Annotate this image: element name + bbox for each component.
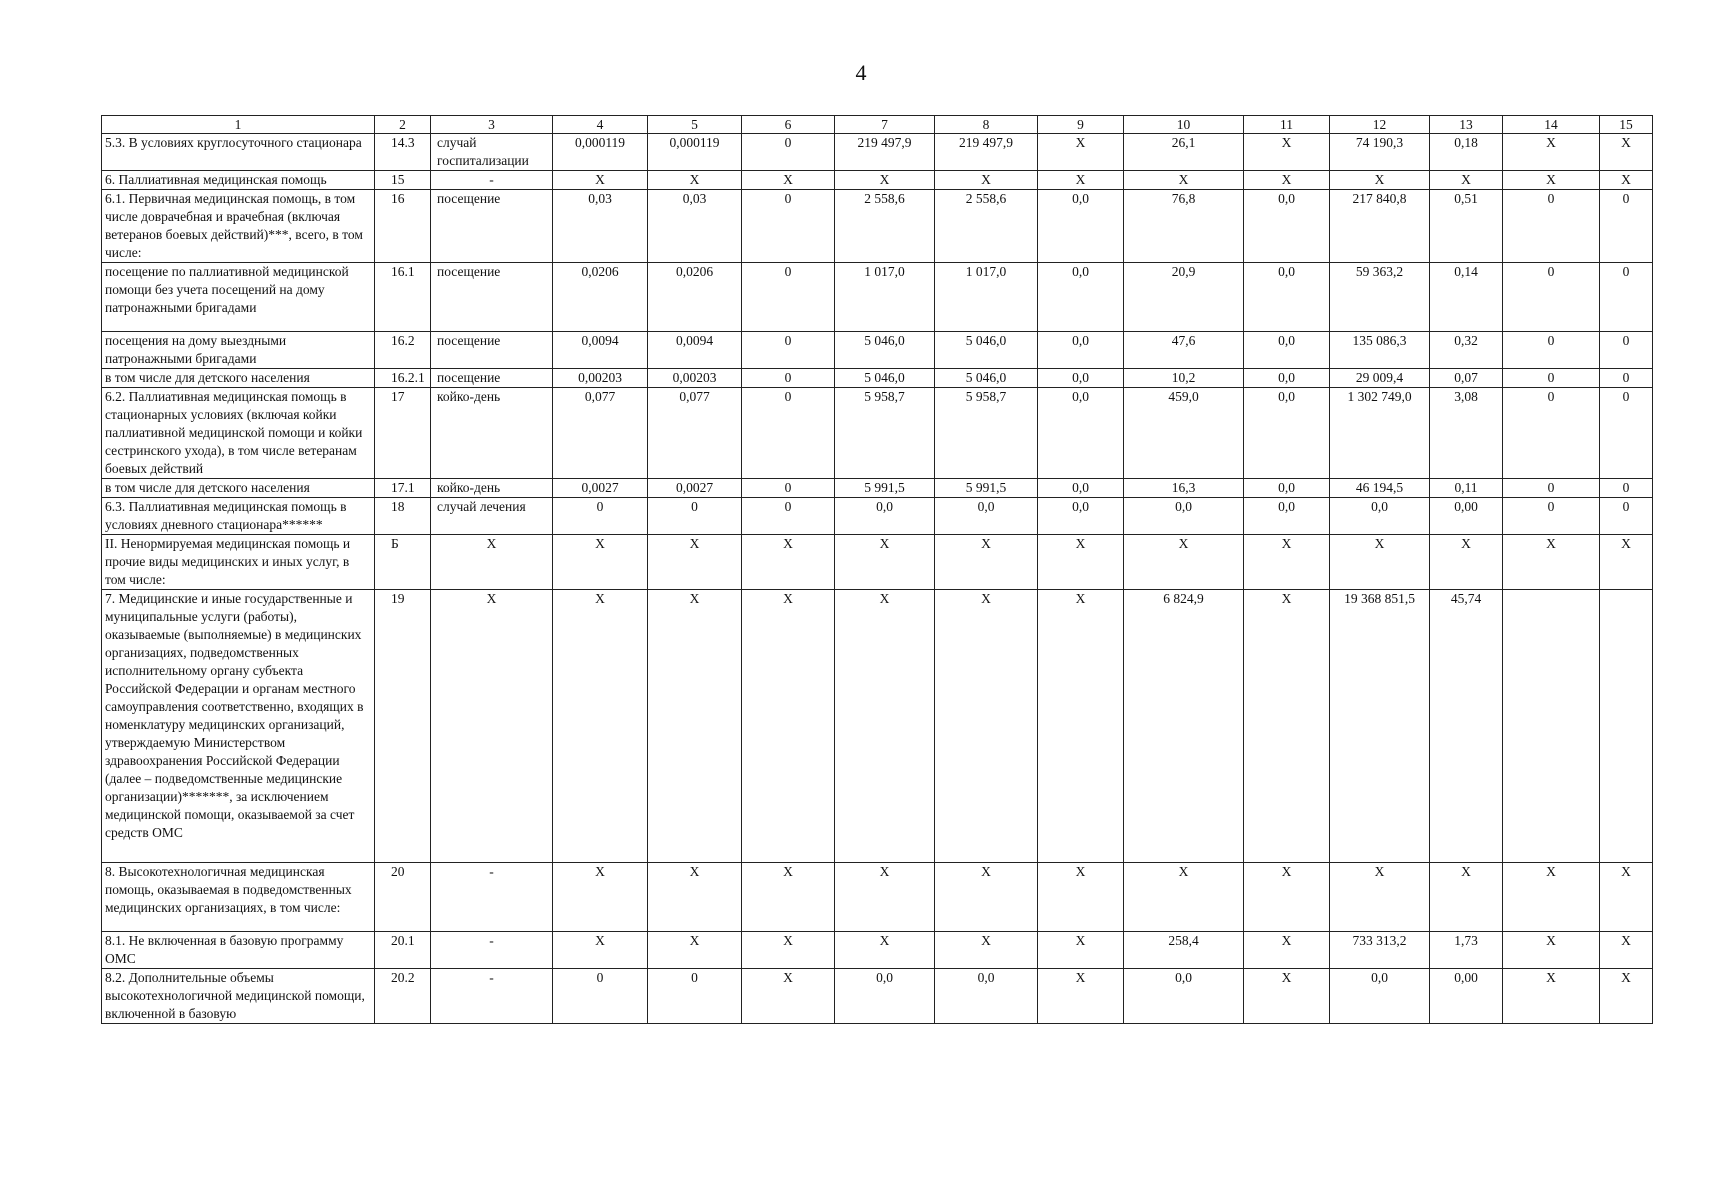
value-cell: 219 497,9 bbox=[835, 134, 935, 171]
value-cell: 5 046,0 bbox=[935, 369, 1038, 388]
value-cell: X bbox=[1038, 932, 1124, 969]
row-name-cell: в том числе для детского населения bbox=[102, 479, 375, 498]
row-name-cell: 7. Медицинские и иные государственные и муниципальные услуги (работы), оказываемые (выполняемые) в медицинских организациях, подведомственных исполнительному органу субъекта Российской Федерации и органам местного самоуправления соответственно, входящих в номенклатуру медицинских организаций, утверждаемую Министерством здравоохранения Российской Федерации (далее – подведомственные медицинские организации)*******, за исключением медицинской помощи, оказываемой за счет средств ОМС bbox=[102, 590, 375, 863]
value-cell: X bbox=[1503, 969, 1600, 1024]
value-cell: 74 190,3 bbox=[1330, 134, 1430, 171]
value-cell: X bbox=[742, 171, 835, 190]
header-cell: 4 bbox=[553, 116, 648, 134]
page-number: 4 bbox=[855, 60, 867, 85]
value-cell: 0 bbox=[648, 498, 742, 535]
unit-cell: койко-день bbox=[431, 479, 553, 498]
table-row bbox=[102, 863, 1653, 932]
row-name-cell: 6.3. Паллиативная медицинская помощь в условиях дневного стационара****** bbox=[102, 498, 375, 535]
header-cell: 14 bbox=[1503, 116, 1600, 134]
value-cell: X bbox=[835, 932, 935, 969]
value-cell: X bbox=[1600, 969, 1653, 1024]
value-cell: 0,0 bbox=[1244, 263, 1330, 332]
value-cell: 47,6 bbox=[1124, 332, 1244, 369]
value-cell: X bbox=[742, 535, 835, 590]
row-code-cell: 20 bbox=[375, 863, 431, 932]
value-cell: X bbox=[1244, 932, 1330, 969]
row-code-cell: 14.3 bbox=[375, 134, 431, 171]
value-cell: X bbox=[1038, 969, 1124, 1024]
value-cell: X bbox=[648, 171, 742, 190]
value-cell: 0 bbox=[1503, 369, 1600, 388]
header-cell: 10 bbox=[1124, 116, 1244, 134]
value-cell: X bbox=[1600, 863, 1653, 932]
value-cell: 5 958,7 bbox=[935, 388, 1038, 479]
table-row bbox=[102, 932, 1653, 969]
value-cell: 0,0027 bbox=[648, 479, 742, 498]
value-cell: X bbox=[648, 535, 742, 590]
value-cell: 0,0 bbox=[1038, 332, 1124, 369]
value-cell: X bbox=[742, 590, 835, 863]
value-cell: 0,0 bbox=[1244, 498, 1330, 535]
value-cell: X bbox=[553, 932, 648, 969]
value-cell: 0,0 bbox=[935, 969, 1038, 1024]
value-cell: 10,2 bbox=[1124, 369, 1244, 388]
value-cell: 0 bbox=[1600, 498, 1653, 535]
value-cell: 0,077 bbox=[553, 388, 648, 479]
value-cell: 0,0094 bbox=[553, 332, 648, 369]
value-cell: X bbox=[1503, 171, 1600, 190]
value-cell: X bbox=[742, 969, 835, 1024]
value-cell: 0 bbox=[1600, 190, 1653, 263]
value-cell: 0,07 bbox=[1430, 369, 1503, 388]
value-cell: X bbox=[835, 535, 935, 590]
header-cell: 5 bbox=[648, 116, 742, 134]
data-table-wrapper bbox=[101, 115, 1653, 1024]
value-cell: 0,0206 bbox=[553, 263, 648, 332]
value-cell: 0 bbox=[742, 190, 835, 263]
value-cell: 459,0 bbox=[1124, 388, 1244, 479]
value-cell: 5 046,0 bbox=[835, 332, 935, 369]
value-cell: 0,000119 bbox=[648, 134, 742, 171]
value-cell: X bbox=[1038, 171, 1124, 190]
value-cell: X bbox=[1244, 171, 1330, 190]
value-cell: 0,0 bbox=[835, 498, 935, 535]
data-table bbox=[101, 115, 1653, 1024]
value-cell: 2 558,6 bbox=[835, 190, 935, 263]
row-code-cell: 20.2 bbox=[375, 969, 431, 1024]
value-cell: 5 958,7 bbox=[835, 388, 935, 479]
row-code-cell: 20.1 bbox=[375, 932, 431, 969]
value-cell: 0 bbox=[742, 369, 835, 388]
value-cell: X bbox=[1600, 171, 1653, 190]
value-cell: X bbox=[935, 932, 1038, 969]
value-cell: 733 313,2 bbox=[1330, 932, 1430, 969]
value-cell: 0 bbox=[1600, 332, 1653, 369]
unit-cell: - bbox=[431, 969, 553, 1024]
value-cell: 219 497,9 bbox=[935, 134, 1038, 171]
value-cell: X bbox=[1038, 134, 1124, 171]
value-cell: 0 bbox=[1600, 369, 1653, 388]
value-cell: 2 558,6 bbox=[935, 190, 1038, 263]
value-cell: 0 bbox=[1600, 388, 1653, 479]
value-cell: 0 bbox=[1600, 479, 1653, 498]
value-cell: 135 086,3 bbox=[1330, 332, 1430, 369]
value-cell: 0,0 bbox=[1244, 190, 1330, 263]
value-cell: X bbox=[1124, 535, 1244, 590]
row-name-cell: 6.1. Первичная медицинская помощь, в том числе доврачебная и врачебная (включая ветеранов боевых действий)***, всего, в том числе: bbox=[102, 190, 375, 263]
value-cell: X bbox=[1600, 134, 1653, 171]
value-cell: 0 bbox=[1503, 332, 1600, 369]
value-cell: 258,4 bbox=[1124, 932, 1244, 969]
row-name-cell: II. Ненормируемая медицинская помощь и прочие виды медицинских и иных услуг, в том числе: bbox=[102, 535, 375, 590]
value-cell: 0,00203 bbox=[553, 369, 648, 388]
value-cell: 1 302 749,0 bbox=[1330, 388, 1430, 479]
row-code-cell: 19 bbox=[375, 590, 431, 863]
value-cell: 45,74 bbox=[1430, 590, 1503, 863]
table-row bbox=[102, 388, 1653, 479]
value-cell: 0,51 bbox=[1430, 190, 1503, 263]
unit-cell: - bbox=[431, 932, 553, 969]
row-code-cell: 16 bbox=[375, 190, 431, 263]
row-name-cell: посещения на дому выездными патронажными бригадами bbox=[102, 332, 375, 369]
header-cell: 11 bbox=[1244, 116, 1330, 134]
unit-cell: случай госпитализации bbox=[431, 134, 553, 171]
unit-cell: - bbox=[431, 863, 553, 932]
value-cell: 0,00 bbox=[1430, 498, 1503, 535]
value-cell: 0,0 bbox=[1124, 969, 1244, 1024]
value-cell: X bbox=[1600, 535, 1653, 590]
value-cell: 0,0 bbox=[1244, 369, 1330, 388]
value-cell: 0 bbox=[1503, 388, 1600, 479]
row-code-cell: 17 bbox=[375, 388, 431, 479]
value-cell: 0 bbox=[1503, 263, 1600, 332]
value-cell: 0,00203 bbox=[648, 369, 742, 388]
table-row bbox=[102, 535, 1653, 590]
unit-cell: X bbox=[431, 590, 553, 863]
value-cell: 0,0027 bbox=[553, 479, 648, 498]
value-cell: 76,8 bbox=[1124, 190, 1244, 263]
value-cell: 1 017,0 bbox=[935, 263, 1038, 332]
value-cell: 0,0 bbox=[1038, 263, 1124, 332]
header-cell: 2 bbox=[375, 116, 431, 134]
value-cell: 26,1 bbox=[1124, 134, 1244, 171]
header-cell: 6 bbox=[742, 116, 835, 134]
value-cell: 0,0 bbox=[1038, 190, 1124, 263]
value-cell: 0,0 bbox=[1038, 479, 1124, 498]
value-cell: X bbox=[835, 171, 935, 190]
value-cell: 0 bbox=[1503, 498, 1600, 535]
value-cell: 16,3 bbox=[1124, 479, 1244, 498]
header-cell: 1 bbox=[102, 116, 375, 134]
header-cell: 9 bbox=[1038, 116, 1124, 134]
row-name-cell: 8. Высокотехнологичная медицинская помощь, оказываемая в подведомственных медицинских организациях, в том числе: bbox=[102, 863, 375, 932]
value-cell: X bbox=[1038, 863, 1124, 932]
value-cell: X bbox=[935, 535, 1038, 590]
value-cell: 0 bbox=[648, 969, 742, 1024]
unit-cell: X bbox=[431, 535, 553, 590]
value-cell: X bbox=[1124, 171, 1244, 190]
header-cell: 8 bbox=[935, 116, 1038, 134]
value-cell: 0,0206 bbox=[648, 263, 742, 332]
value-cell: X bbox=[1503, 863, 1600, 932]
value-cell: 0 bbox=[1503, 190, 1600, 263]
value-cell: X bbox=[1430, 863, 1503, 932]
value-cell: 0 bbox=[742, 498, 835, 535]
value-cell: 0,0 bbox=[1330, 969, 1430, 1024]
value-cell: X bbox=[835, 590, 935, 863]
table-row bbox=[102, 479, 1653, 498]
value-cell: 0,14 bbox=[1430, 263, 1503, 332]
value-cell: X bbox=[1503, 535, 1600, 590]
header-cell: 7 bbox=[835, 116, 935, 134]
unit-cell: посещение bbox=[431, 369, 553, 388]
table-row bbox=[102, 190, 1653, 263]
row-code-cell: 18 bbox=[375, 498, 431, 535]
value-cell: X bbox=[1503, 134, 1600, 171]
table-row bbox=[102, 332, 1653, 369]
row-code-cell: 16.2.1 bbox=[375, 369, 431, 388]
value-cell: 5 991,5 bbox=[835, 479, 935, 498]
value-cell: 0,0 bbox=[1038, 369, 1124, 388]
value-cell: 0,000119 bbox=[553, 134, 648, 171]
row-name-cell: в том числе для детского населения bbox=[102, 369, 375, 388]
value-cell: 3,08 bbox=[1430, 388, 1503, 479]
table-row bbox=[102, 498, 1653, 535]
value-cell: 1 017,0 bbox=[835, 263, 935, 332]
unit-cell: посещение bbox=[431, 263, 553, 332]
header-cell: 3 bbox=[431, 116, 553, 134]
value-cell: 0 bbox=[742, 388, 835, 479]
table-row bbox=[102, 590, 1653, 863]
header-cell: 15 bbox=[1600, 116, 1653, 134]
value-cell: X bbox=[648, 863, 742, 932]
row-name-cell: 8.2. Дополнительные объемы высокотехнологичной медицинской помощи, включенной в базовую bbox=[102, 969, 375, 1024]
value-cell: 0 bbox=[742, 263, 835, 332]
value-cell: X bbox=[553, 535, 648, 590]
row-code-cell: 16.2 bbox=[375, 332, 431, 369]
value-cell: 46 194,5 bbox=[1330, 479, 1430, 498]
value-cell: X bbox=[1244, 134, 1330, 171]
value-cell: X bbox=[935, 590, 1038, 863]
header-row bbox=[102, 116, 1653, 134]
unit-cell: посещение bbox=[431, 190, 553, 263]
value-cell: 0,0 bbox=[1038, 498, 1124, 535]
value-cell: X bbox=[553, 863, 648, 932]
value-cell: 0,0 bbox=[1038, 388, 1124, 479]
value-cell: X bbox=[1430, 171, 1503, 190]
row-name-cell: 6.2. Паллиативная медицинская помощь в стационарных условиях (включая койки паллиативной медицинской помощи и койки сестринского ухода), в том числе ветеранам боевых действий bbox=[102, 388, 375, 479]
value-cell: 29 009,4 bbox=[1330, 369, 1430, 388]
value-cell: 0 bbox=[742, 134, 835, 171]
value-cell: X bbox=[553, 171, 648, 190]
table-row bbox=[102, 263, 1653, 332]
value-cell: 217 840,8 bbox=[1330, 190, 1430, 263]
value-cell: X bbox=[648, 932, 742, 969]
value-cell: 0,0 bbox=[1330, 498, 1430, 535]
value-cell: 59 363,2 bbox=[1330, 263, 1430, 332]
value-cell: X bbox=[742, 863, 835, 932]
value-cell: 0,077 bbox=[648, 388, 742, 479]
table-row bbox=[102, 171, 1653, 190]
value-cell: X bbox=[1124, 863, 1244, 932]
row-name-cell: 8.1. Не включенная в базовую программу ОМС bbox=[102, 932, 375, 969]
value-cell: X bbox=[1244, 535, 1330, 590]
value-cell: X bbox=[1600, 932, 1653, 969]
value-cell: X bbox=[1038, 590, 1124, 863]
row-code-cell: 15 bbox=[375, 171, 431, 190]
value-cell: 5 991,5 bbox=[935, 479, 1038, 498]
table-row bbox=[102, 969, 1653, 1024]
unit-cell: случай лечения bbox=[431, 498, 553, 535]
value-cell: X bbox=[742, 932, 835, 969]
value-cell: X bbox=[1244, 590, 1330, 863]
value-cell: 5 046,0 bbox=[835, 369, 935, 388]
value-cell: 20,9 bbox=[1124, 263, 1244, 332]
value-cell bbox=[1600, 590, 1653, 863]
value-cell: 19 368 851,5 bbox=[1330, 590, 1430, 863]
value-cell: 0,18 bbox=[1430, 134, 1503, 171]
header-cell: 13 bbox=[1430, 116, 1503, 134]
value-cell: X bbox=[1038, 535, 1124, 590]
value-cell: X bbox=[1244, 863, 1330, 932]
value-cell: X bbox=[1330, 863, 1430, 932]
value-cell: 0,00 bbox=[1430, 969, 1503, 1024]
header-cell: 12 bbox=[1330, 116, 1430, 134]
value-cell: 0 bbox=[553, 498, 648, 535]
value-cell: 0,0094 bbox=[648, 332, 742, 369]
value-cell: 0,32 bbox=[1430, 332, 1503, 369]
row-code-cell: 16.1 bbox=[375, 263, 431, 332]
value-cell: 0,03 bbox=[648, 190, 742, 263]
table-row bbox=[102, 134, 1653, 171]
row-code-cell: Б bbox=[375, 535, 431, 590]
value-cell: X bbox=[935, 863, 1038, 932]
row-name-cell: 6. Паллиативная медицинская помощь bbox=[102, 171, 375, 190]
value-cell: 0,0 bbox=[1244, 332, 1330, 369]
value-cell: 0 bbox=[742, 332, 835, 369]
value-cell: 0,03 bbox=[553, 190, 648, 263]
value-cell: X bbox=[1330, 535, 1430, 590]
value-cell: 0 bbox=[742, 479, 835, 498]
value-cell: X bbox=[1503, 932, 1600, 969]
value-cell bbox=[1503, 590, 1600, 863]
value-cell: X bbox=[553, 590, 648, 863]
unit-cell: посещение bbox=[431, 332, 553, 369]
value-cell: 0 bbox=[553, 969, 648, 1024]
value-cell: 0 bbox=[1600, 263, 1653, 332]
value-cell: 0,0 bbox=[935, 498, 1038, 535]
unit-cell: - bbox=[431, 171, 553, 190]
value-cell: 0,0 bbox=[1244, 388, 1330, 479]
table-row bbox=[102, 369, 1653, 388]
row-name-cell: 5.3. В условиях круглосуточного стационара bbox=[102, 134, 375, 171]
row-code-cell: 17.1 bbox=[375, 479, 431, 498]
value-cell: X bbox=[648, 590, 742, 863]
value-cell: 0,11 bbox=[1430, 479, 1503, 498]
value-cell: 0,0 bbox=[1244, 479, 1330, 498]
value-cell: X bbox=[1244, 969, 1330, 1024]
value-cell: 5 046,0 bbox=[935, 332, 1038, 369]
value-cell: X bbox=[935, 171, 1038, 190]
row-name-cell: посещение по паллиативной медицинской помощи без учета посещений на дому патронажными бригадами bbox=[102, 263, 375, 332]
value-cell: 0,0 bbox=[835, 969, 935, 1024]
value-cell: 0 bbox=[1503, 479, 1600, 498]
value-cell: 6 824,9 bbox=[1124, 590, 1244, 863]
table-body bbox=[102, 134, 1653, 1024]
value-cell: X bbox=[1430, 535, 1503, 590]
value-cell: 0,0 bbox=[1124, 498, 1244, 535]
value-cell: 1,73 bbox=[1430, 932, 1503, 969]
value-cell: X bbox=[835, 863, 935, 932]
value-cell: X bbox=[1330, 171, 1430, 190]
unit-cell: койко-день bbox=[431, 388, 553, 479]
